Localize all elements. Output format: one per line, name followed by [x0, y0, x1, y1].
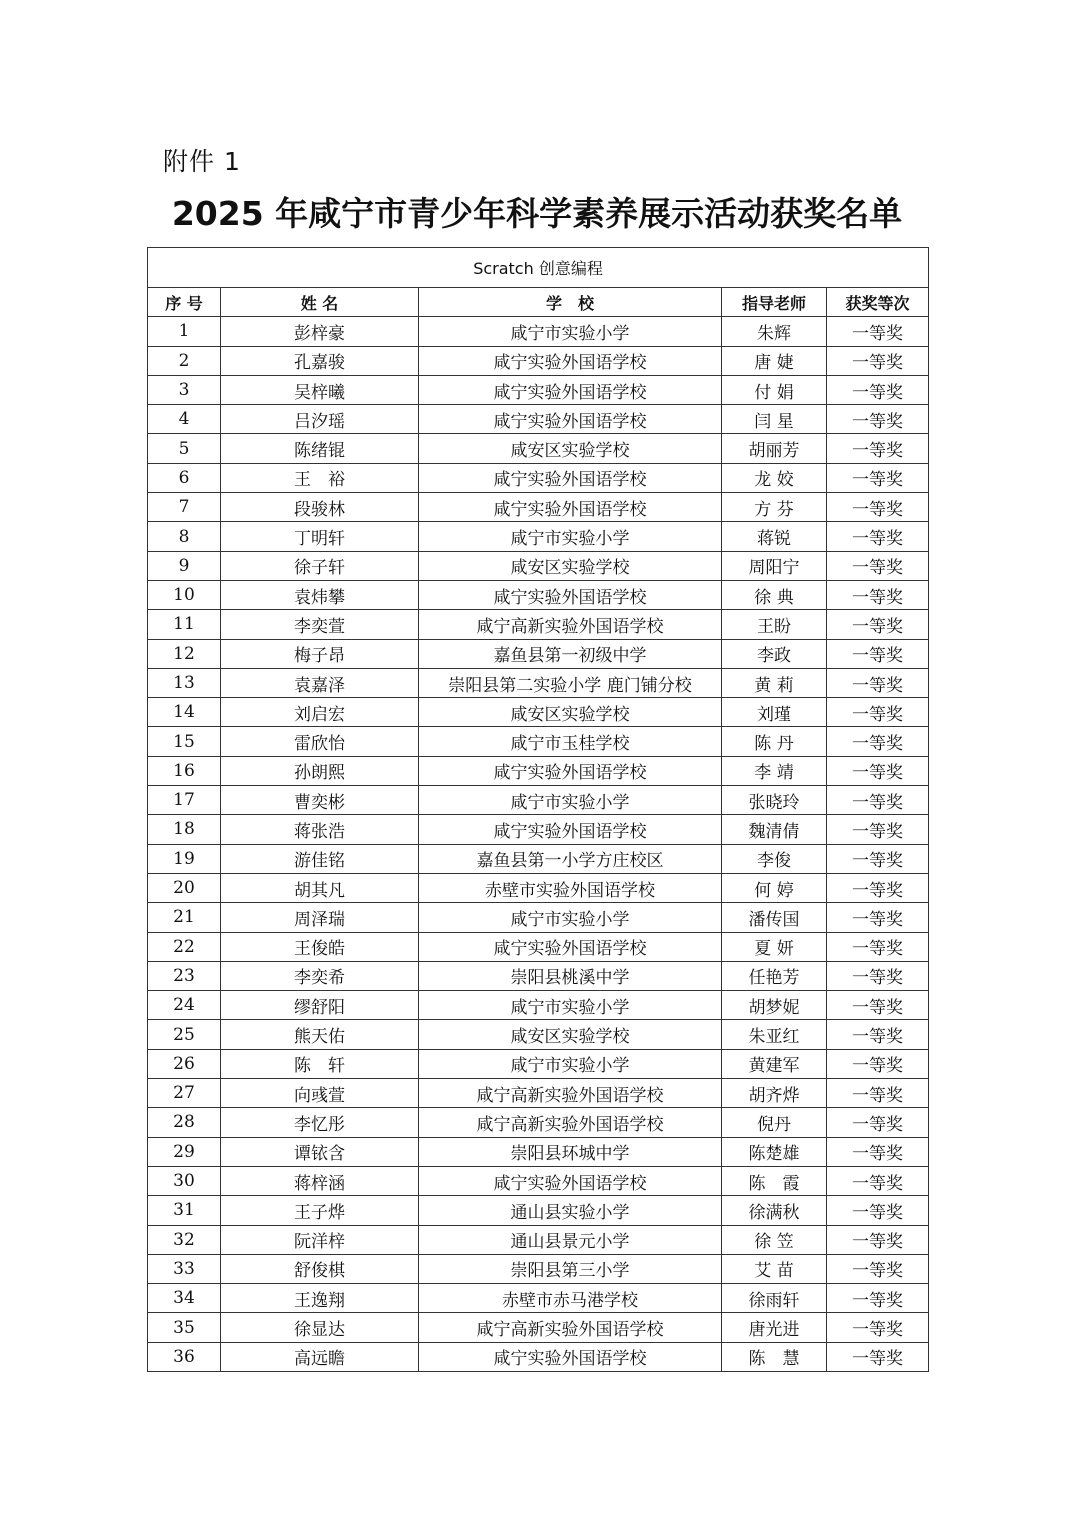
cell-name: 舒俊棋	[221, 1254, 419, 1283]
table-row	[148, 405, 929, 434]
cell-school: 咸宁高新实验外国语学校	[419, 1079, 722, 1108]
cell-teacher: 倪丹	[722, 1108, 827, 1137]
cell-teacher: 唐光进	[722, 1313, 827, 1342]
cell-teacher: 胡梦妮	[722, 991, 827, 1020]
cell-teacher: 唐 婕	[722, 346, 827, 375]
cell-teacher: 魏清倩	[722, 815, 827, 844]
cell-school: 赤壁市实验外国语学校	[419, 873, 722, 902]
cell-teacher: 张晓玲	[722, 786, 827, 815]
cell-teacher: 付 娟	[722, 375, 827, 404]
cell-name: 陈绪锟	[221, 434, 419, 463]
cell-index: 28	[148, 1108, 221, 1137]
cell-school: 崇阳县桃溪中学	[419, 961, 722, 990]
cell-index: 16	[148, 756, 221, 785]
cell-name: 孔嘉骏	[221, 346, 419, 375]
cell-award: 一等奖	[827, 1137, 929, 1166]
cell-name: 蒋梓涵	[221, 1166, 419, 1195]
cell-name: 阮洋梓	[221, 1225, 419, 1254]
table-row	[148, 463, 929, 492]
cell-school: 咸宁市实验小学	[419, 317, 722, 346]
cell-index: 4	[148, 405, 221, 434]
cell-teacher: 闫 星	[722, 405, 827, 434]
cell-school: 嘉鱼县第一初级中学	[419, 639, 722, 668]
cell-school: 咸宁实验外国语学校	[419, 1166, 722, 1195]
cell-name: 袁炜攀	[221, 580, 419, 609]
cell-index: 30	[148, 1166, 221, 1195]
cell-name: 雷欣怡	[221, 727, 419, 756]
cell-school: 咸安区实验学校	[419, 551, 722, 580]
cell-award: 一等奖	[827, 873, 929, 902]
cell-name: 徐显达	[221, 1313, 419, 1342]
cell-name: 熊天佑	[221, 1020, 419, 1049]
cell-school: 咸宁实验外国语学校	[419, 346, 722, 375]
cell-teacher: 王盼	[722, 610, 827, 639]
cell-teacher: 李 靖	[722, 756, 827, 785]
table-row	[148, 1225, 929, 1254]
cell-school: 咸宁实验外国语学校	[419, 463, 722, 492]
cell-teacher: 徐 典	[722, 580, 827, 609]
header-award: 获奖等次	[827, 288, 929, 317]
cell-award: 一等奖	[827, 610, 929, 639]
cell-teacher: 陈 慧	[722, 1342, 827, 1371]
cell-award: 一等奖	[827, 463, 929, 492]
cell-school: 咸宁高新实验外国语学校	[419, 1313, 722, 1342]
cell-index: 19	[148, 844, 221, 873]
cell-name: 袁嘉泽	[221, 668, 419, 697]
cell-name: 段骏林	[221, 493, 419, 522]
cell-school: 咸宁实验外国语学校	[419, 375, 722, 404]
table-row	[148, 434, 929, 463]
cell-award: 一等奖	[827, 434, 929, 463]
cell-award: 一等奖	[827, 991, 929, 1020]
cell-school: 咸宁实验外国语学校	[419, 580, 722, 609]
cell-award: 一等奖	[827, 1225, 929, 1254]
cell-teacher: 何 婷	[722, 873, 827, 902]
cell-school: 咸宁实验外国语学校	[419, 756, 722, 785]
cell-teacher: 任艳芳	[722, 961, 827, 990]
table-row	[148, 639, 929, 668]
table-row	[148, 991, 929, 1020]
cell-index: 5	[148, 434, 221, 463]
cell-award: 一等奖	[827, 639, 929, 668]
cell-index: 35	[148, 1313, 221, 1342]
table-row	[148, 756, 929, 785]
cell-award: 一等奖	[827, 844, 929, 873]
cell-school: 咸宁市玉桂学校	[419, 727, 722, 756]
cell-award: 一等奖	[827, 551, 929, 580]
cell-school: 通山县景元小学	[419, 1225, 722, 1254]
header-row	[148, 288, 929, 317]
cell-award: 一等奖	[827, 668, 929, 697]
cell-name: 梅子昂	[221, 639, 419, 668]
cell-name: 蒋张浩	[221, 815, 419, 844]
cell-award: 一等奖	[827, 1196, 929, 1225]
cell-school: 咸宁实验外国语学校	[419, 932, 722, 961]
table-row	[148, 375, 929, 404]
cell-school: 咸安区实验学校	[419, 698, 722, 727]
cell-award: 一等奖	[827, 1284, 929, 1313]
table-row	[148, 346, 929, 375]
cell-name: 彭梓豪	[221, 317, 419, 346]
cell-school: 嘉鱼县第一小学方庄校区	[419, 844, 722, 873]
cell-name: 徐子轩	[221, 551, 419, 580]
attachment-label: 附件 1	[163, 147, 241, 176]
cell-name: 李奕萱	[221, 610, 419, 639]
table-row	[148, 1313, 929, 1342]
cell-school: 崇阳县第二实验小学 鹿门铺分校	[419, 668, 722, 697]
cell-index: 29	[148, 1137, 221, 1166]
cell-name: 向彧萱	[221, 1079, 419, 1108]
cell-name: 曹奕彬	[221, 786, 419, 815]
cell-name: 高远瞻	[221, 1342, 419, 1371]
cell-award: 一等奖	[827, 786, 929, 815]
cell-teacher: 胡丽芳	[722, 434, 827, 463]
cell-name: 李忆彤	[221, 1108, 419, 1137]
cell-teacher: 陈 丹	[722, 727, 827, 756]
table-row	[148, 815, 929, 844]
cell-school: 咸宁实验外国语学校	[419, 493, 722, 522]
cell-school: 赤壁市赤马港学校	[419, 1284, 722, 1313]
cell-teacher: 黄 莉	[722, 668, 827, 697]
cell-index: 13	[148, 668, 221, 697]
cell-index: 20	[148, 873, 221, 902]
cell-teacher: 陈楚雄	[722, 1137, 827, 1166]
cell-teacher: 李政	[722, 639, 827, 668]
cell-index: 3	[148, 375, 221, 404]
cell-index: 21	[148, 903, 221, 932]
cell-award: 一等奖	[827, 1049, 929, 1078]
cell-index: 15	[148, 727, 221, 756]
cell-award: 一等奖	[827, 1313, 929, 1342]
table-row	[148, 903, 929, 932]
cell-school: 咸宁高新实验外国语学校	[419, 1108, 722, 1137]
table-row	[148, 844, 929, 873]
award-table	[147, 247, 929, 1372]
cell-school: 咸安区实验学校	[419, 434, 722, 463]
cell-award: 一等奖	[827, 346, 929, 375]
cell-teacher: 徐雨轩	[722, 1284, 827, 1313]
table-row	[148, 786, 929, 815]
cell-award: 一等奖	[827, 375, 929, 404]
cell-school: 咸宁市实验小学	[419, 991, 722, 1020]
cell-teacher: 蒋锐	[722, 522, 827, 551]
cell-teacher: 方 芬	[722, 493, 827, 522]
cell-award: 一等奖	[827, 903, 929, 932]
cell-award: 一等奖	[827, 1166, 929, 1195]
cell-name: 李奕希	[221, 961, 419, 990]
table-row	[148, 1254, 929, 1283]
cell-index: 8	[148, 522, 221, 551]
cell-index: 25	[148, 1020, 221, 1049]
cell-award: 一等奖	[827, 698, 929, 727]
cell-index: 31	[148, 1196, 221, 1225]
cell-name: 王 裕	[221, 463, 419, 492]
cell-name: 胡其凡	[221, 873, 419, 902]
cell-school: 咸宁实验外国语学校	[419, 815, 722, 844]
cell-school: 咸宁实验外国语学校	[419, 1342, 722, 1371]
table-row	[148, 961, 929, 990]
cell-name: 王俊皓	[221, 932, 419, 961]
cell-award: 一等奖	[827, 405, 929, 434]
cell-index: 27	[148, 1079, 221, 1108]
cell-award: 一等奖	[827, 580, 929, 609]
cell-index: 33	[148, 1254, 221, 1283]
table-row	[148, 1166, 929, 1195]
table-row	[148, 610, 929, 639]
cell-index: 23	[148, 961, 221, 990]
cell-teacher: 黄建军	[722, 1049, 827, 1078]
table-row	[148, 932, 929, 961]
cell-name: 游佳铭	[221, 844, 419, 873]
cell-teacher: 朱辉	[722, 317, 827, 346]
cell-teacher: 周阳宁	[722, 551, 827, 580]
cell-teacher: 徐 笠	[722, 1225, 827, 1254]
table-row	[148, 1049, 929, 1078]
cell-index: 17	[148, 786, 221, 815]
table-row	[148, 1079, 929, 1108]
cell-index: 12	[148, 639, 221, 668]
cell-name: 谭铱含	[221, 1137, 419, 1166]
cell-index: 11	[148, 610, 221, 639]
table-row	[148, 1020, 929, 1049]
cell-school: 咸宁市实验小学	[419, 903, 722, 932]
cell-name: 刘启宏	[221, 698, 419, 727]
cell-award: 一等奖	[827, 932, 929, 961]
cell-index: 24	[148, 991, 221, 1020]
cell-teacher: 徐满秋	[722, 1196, 827, 1225]
document-title: 2025 年咸宁市青少年科学素养展示活动获奖名单	[171, 194, 903, 233]
header-name: 姓 名	[221, 288, 419, 317]
table-row	[148, 698, 929, 727]
cell-teacher: 胡齐烨	[722, 1079, 827, 1108]
cell-school: 咸宁市实验小学	[419, 1049, 722, 1078]
table-row	[148, 668, 929, 697]
table-row	[148, 317, 929, 346]
cell-award: 一等奖	[827, 1079, 929, 1108]
cell-index: 22	[148, 932, 221, 961]
cell-index: 18	[148, 815, 221, 844]
cell-index: 14	[148, 698, 221, 727]
cell-index: 32	[148, 1225, 221, 1254]
table-row	[148, 1108, 929, 1137]
cell-index: 9	[148, 551, 221, 580]
cell-name: 王逸翔	[221, 1284, 419, 1313]
cell-index: 36	[148, 1342, 221, 1371]
cell-award: 一等奖	[827, 1254, 929, 1283]
cell-teacher: 刘瑾	[722, 698, 827, 727]
cell-award: 一等奖	[827, 522, 929, 551]
cell-school: 咸宁实验外国语学校	[419, 405, 722, 434]
table-row	[148, 1284, 929, 1313]
header-school: 学 校	[419, 288, 722, 317]
cell-school: 咸宁市实验小学	[419, 522, 722, 551]
cell-school: 崇阳县第三小学	[419, 1254, 722, 1283]
cell-teacher: 夏 妍	[722, 932, 827, 961]
cell-award: 一等奖	[827, 756, 929, 785]
cell-school: 咸安区实验学校	[419, 1020, 722, 1049]
cell-award: 一等奖	[827, 1020, 929, 1049]
cell-award: 一等奖	[827, 317, 929, 346]
cell-index: 6	[148, 463, 221, 492]
header-index: 序 号	[148, 288, 221, 317]
cell-index: 1	[148, 317, 221, 346]
table-row	[148, 522, 929, 551]
cell-teacher: 艾 苗	[722, 1254, 827, 1283]
cell-teacher: 李俊	[722, 844, 827, 873]
table-row	[148, 551, 929, 580]
table-row	[148, 873, 929, 902]
cell-index: 34	[148, 1284, 221, 1313]
cell-name: 王子烨	[221, 1196, 419, 1225]
cell-school: 咸宁市实验小学	[419, 786, 722, 815]
cell-index: 7	[148, 493, 221, 522]
header-teacher: 指导老师	[722, 288, 827, 317]
cell-teacher: 潘传国	[722, 903, 827, 932]
table-row	[148, 1196, 929, 1225]
cell-teacher: 龙 姣	[722, 463, 827, 492]
cell-school: 崇阳县环城中学	[419, 1137, 722, 1166]
cell-name: 周泽瑞	[221, 903, 419, 932]
cell-name: 吕汐瑶	[221, 405, 419, 434]
cell-award: 一等奖	[827, 493, 929, 522]
cell-index: 26	[148, 1049, 221, 1078]
cell-teacher: 陈 霞	[722, 1166, 827, 1195]
table-row	[148, 580, 929, 609]
section-title: Scratch 创意编程	[148, 248, 929, 288]
table-row	[148, 727, 929, 756]
cell-name: 孙朗熙	[221, 756, 419, 785]
cell-award: 一等奖	[827, 727, 929, 756]
table-row	[148, 1137, 929, 1166]
cell-name: 吴梓曦	[221, 375, 419, 404]
cell-school: 通山县实验小学	[419, 1196, 722, 1225]
table-row	[148, 1342, 929, 1371]
cell-award: 一等奖	[827, 1342, 929, 1371]
cell-name: 缪舒阳	[221, 991, 419, 1020]
table-row	[148, 493, 929, 522]
cell-index: 10	[148, 580, 221, 609]
cell-index: 2	[148, 346, 221, 375]
cell-school: 咸宁高新实验外国语学校	[419, 610, 722, 639]
cell-award: 一等奖	[827, 815, 929, 844]
cell-award: 一等奖	[827, 1108, 929, 1137]
cell-name: 陈 轩	[221, 1049, 419, 1078]
cell-name: 丁明轩	[221, 522, 419, 551]
cell-teacher: 朱亚红	[722, 1020, 827, 1049]
cell-award: 一等奖	[827, 961, 929, 990]
